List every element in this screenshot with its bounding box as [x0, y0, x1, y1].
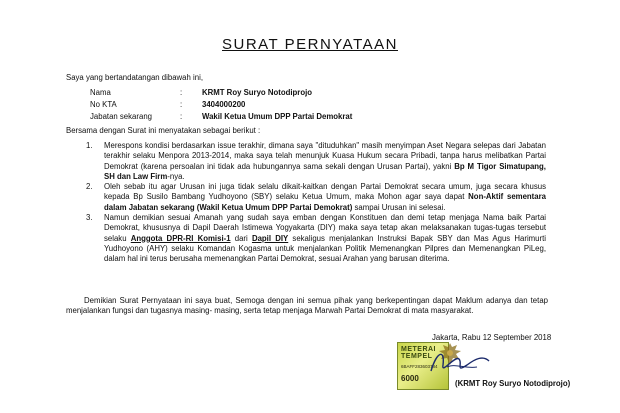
closing-paragraph: [66, 296, 548, 317]
item-mid-text: sekaligus menjalankan Instruksi Bapak: [288, 233, 433, 243]
item-line: Ketua Umum, maka Mohon agar saya dapat: [302, 192, 469, 202]
item-line: saya telah menunjuk Kuasa Hukum secara Pribadi, tanpa harus melibatkan Partai: [256, 151, 546, 161]
signer-name: (KRMT Roy Suryo Notodiprojo): [455, 379, 571, 388]
identity-colon: :: [180, 100, 183, 109]
stamp-code: 6BAFF283603784: [401, 364, 438, 369]
item-bold-text: sekarang (Wakil Ketua Umum DPP Partai Demokrat): [160, 202, 353, 212]
item-line: Namun demikian sesuai Amanah yang sudah saya emban dengan Konstituen dan demi: [104, 213, 425, 223]
item-line: Merespons kondisi berdasarkan issue terakhir, dimana saya "dituduhkan" masih: [104, 141, 383, 150]
closing-line: Demikian Surat Pernyataan ini saya buat, Semoga dengan ini semua pihak yang: [84, 296, 373, 305]
closing-line: masing, serta tetap menjaga Marwah Partai Demokrat di mata masyarakat.: [214, 306, 474, 316]
identity-label: No KTA: [90, 100, 117, 109]
closing-line: berkepentingan dapat Maklum adanya dan tetap menjalankan fungsi dan tugasnya masing-: [66, 296, 548, 316]
stamp-title: METERAI TEMPEL: [401, 346, 436, 360]
identity-value: 3404000200: [202, 100, 246, 109]
item-line: menyimpan Aset Negara selepas dari Jabatan terakhir selaku Menpora 2013-2014, maka: [104, 141, 547, 161]
item-bold-text: Dapil DIY: [251, 233, 289, 243]
statement-list: [86, 141, 546, 265]
statement-item-1: [86, 141, 546, 182]
signature-icon: [425, 345, 495, 379]
item-bold-text: Non-Aktif sementara dalam Jabatan: [104, 192, 546, 212]
intro-text: Saya yang bertandatangan dibawah ini,: [66, 73, 203, 82]
lead-in-text: Bersama dengan Surat ini menyatakan sebagai berikut :: [66, 126, 261, 135]
item-line: Partai), yakni: [405, 161, 455, 171]
item-line: menjalankan Politik Memenangkan Pilpres dan Memenangkan PiLeg, dalam hal ini terus: [104, 243, 546, 264]
identity-label: Nama: [90, 88, 111, 97]
letter-title: SURAT PERNYATAAN: [222, 36, 398, 53]
item-line: Yogyakarta (DIY) maka saya tetap akan melaksanakan tugas-tugas tersebut selaku: [104, 223, 546, 243]
item-tail-text: -nya.: [167, 171, 185, 181]
item-number: 2.: [86, 182, 93, 192]
item-line: Oleh sebab itu agar Urusan ini juga tidak selalu dikait-kaitkan dengan Partai Demokrat: [104, 182, 419, 192]
item-line: SBY dan Mas Agus Harimurti Yudhoyono (AHY) selaku Komandan Kogasma untuk: [104, 233, 547, 253]
identity-value: KRMT Roy Suryo Notodiprojo: [202, 88, 313, 97]
identity-colon: :: [180, 112, 183, 121]
item-line: berusaha memenangkan Partai Demokrat, sesuai Arahan yang barusan diterima.: [169, 254, 450, 264]
item-number: 3.: [86, 213, 93, 223]
stamp-value: 6000: [401, 374, 419, 383]
item-tail-text: sampai Urusan ini selesai.: [352, 202, 446, 212]
statement-item-3: [86, 213, 546, 264]
item-mid-text: dari: [230, 233, 252, 243]
identity-label: Jabatan sekarang: [90, 112, 152, 121]
identity-colon: :: [180, 88, 183, 97]
statement-item-2: [86, 182, 546, 213]
item-line: tetap menjaga Nama baik Partai Demokrat, khususnya di Dapil Daerah Istimewa: [104, 213, 547, 233]
item-line: secara umum, juga secara khusus kepada Bp Susilo Bambang Yudhoyono (SBY) selaku: [104, 182, 546, 202]
item-bold-text: Bp M Tigor Simatupang, SH dan Law Firm: [104, 161, 546, 181]
item-bold-text: Anggota DPR-RI Komisi-1: [130, 233, 231, 243]
place-date: Jakarta, Rabu 12 September 2018: [432, 333, 552, 342]
identity-value: Wakil Ketua Umum DPP Partai Demokrat: [202, 112, 353, 121]
item-number: 1.: [86, 141, 93, 150]
item-line: Demokrat (karena persoalan ini tidak ada hubungannya sama sekali dengan Urusan: [104, 161, 403, 171]
